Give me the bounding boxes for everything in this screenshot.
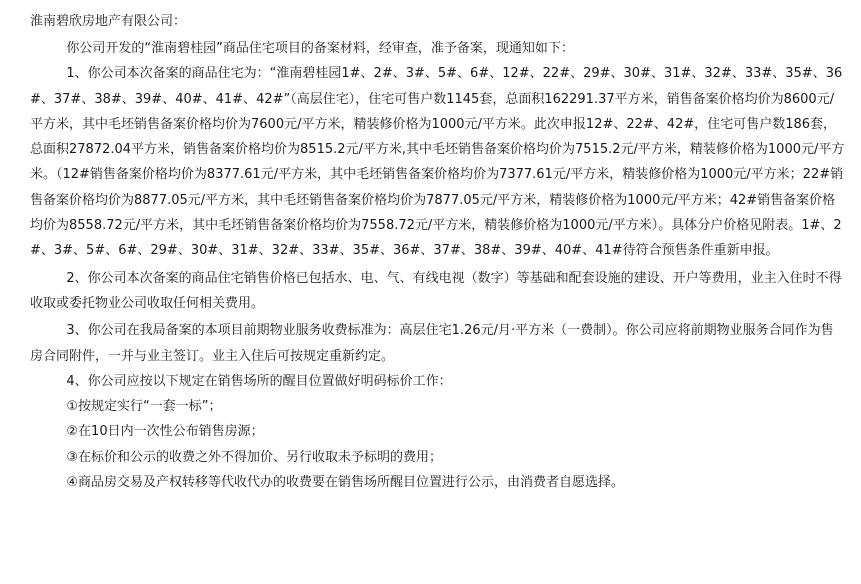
notice-document [30,12,846,495]
sub-item-4: ④商品房交易及产权转移等代收代办的收费要在销售场所醒目位置进行公示，由消费者自愿选择。 [66,475,625,491]
sub-item-1: ①按规定实行“一套一标”； [66,399,222,415]
salutation: 淮南碧欣房地产有限公司： [30,14,187,29]
sub-item-3: ③在标价和公示的收费之外不得加价、另行收取未予标明的费用； [66,449,443,465]
item-3-paragraph: 3、你公司在我局备案的本项目前期物业服务收费标准为：高层住宅1.26元/月·平方米（一费制）。你公司应将前期物业服务合同作为售房合同附件，一并与业主签订。业主入住后可按规定重新约定。 [30,323,834,364]
intro-paragraph: 你公司开发的“淮南碧桂园”商品住宅项目的备案材料，经审查，准予备案，现通知如下： [66,41,574,56]
item-1-paragraph: 1、你公司本次备案的商品住宅为：“淮南碧桂园1#、2#、3#、5#、6#、12#、22#、29#、30#、31#、32#、33#、35#、36#、37#、38#、39#、40#、41#、42#”（高层住宅），住宅可售户数1145套，总面积162291.37平方米，销售备案价格均价为8600元/平方米，其中毛坯销售备案价格均价为7600元/平方米，精装修价格为1000元/平方米。此次申报12#、22#、42#，住宅可售户数186套，总面积27872.04平方米，销售备案价格均价为8515.2元/平方米,其中毛坯销售备案价格均价为7515.2元/平方米，精装修价格为1000元/平方米。（12#销售备案价格均价为8377.61元/平方米，其中毛坯销售备案价格均价为7377.61元/平方米，精装修价格为1000元/平方米；22#销售备案价格均价为8877.05元/平方米，其中毛坯销售备案价格均价为7877.05元/平方米，精装修价格为1000元/平方米；42#销售备案价格均价为8558.72元/平方米，其中毛坯销售备案价格均价为7558.72元/平方米，精装修价格为1000元/平方米）。具体分户价格见附表。1#、2#、3#、5#、6#、29#、30#、31#、32#、33#、35#、36#、37#、38#、39#、40#、41#待符合预售条件重新申报。 [30,66,845,259]
item-2-paragraph: 2、你公司本次备案的商品住宅销售价格已包括水、电、气、有线电视（数字）等基础和配套设施的建设、开户等费用，业主入住时不得收取或委托物业公司收取任何相关费用。 [30,270,842,311]
sub-item-2: ②在10日内一次性公布销售房源； [66,424,264,440]
item-4-paragraph: 4、你公司应按以下规定在销售场所的醒目位置做好明码标价工作： [66,373,452,389]
